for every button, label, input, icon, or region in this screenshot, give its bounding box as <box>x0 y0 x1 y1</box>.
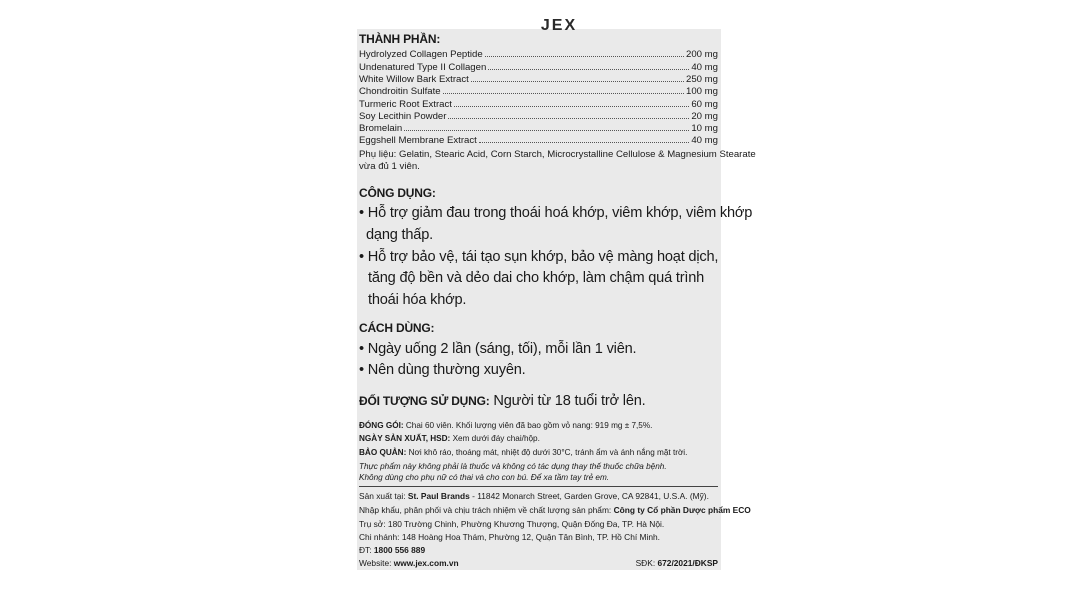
uses-line-3: • Hỗ trợ bảo vệ, tái tạo sụn khớp, bảo vệ màng hoạt dịch, <box>359 249 719 265</box>
usage-line-1: • Ngày uống 2 lần (sáng, tối), mỗi lần 1 viên. <box>359 341 637 357</box>
product-label <box>357 17 756 570</box>
excipients-line-1: Phụ liệu: Gelatin, Stearic Acid, Corn Starch, Microcrystalline Cellulose & Magnesium Stearate <box>359 149 756 160</box>
warning-line-2: Không dùng cho phụ nữ có thai và cho con bú. Để xa tầm tay trẻ em. <box>359 473 610 482</box>
excipients-line-2: vừa đủ 1 viên. <box>359 161 420 172</box>
importer-line <box>359 505 751 515</box>
ingredient-name: White Willow Bark Extract <box>359 73 469 85</box>
divider <box>359 486 718 487</box>
ingredient-amount: 100 mg <box>686 86 718 98</box>
target-heading: ĐỐI TƯỢNG SỬ DỤNG: <box>359 394 490 408</box>
brand-logo-cut: JEX <box>540 17 578 34</box>
ingredient-amount: 10 mg <box>691 123 718 135</box>
website-prefix: Website: <box>359 558 394 568</box>
ingredient-row <box>359 97 718 109</box>
packaging-row <box>359 421 718 430</box>
importer-prefix: Nhập khẩu, phân phối và chịu trách nhiệm về chất lượng sản phẩm: <box>359 505 614 515</box>
ingredient-amount: 40 mg <box>691 61 718 73</box>
storage-label: BẢO QUẢN: <box>359 448 407 457</box>
ingredient-row <box>359 73 718 85</box>
manufacturer-name: St. Paul Brands <box>407 491 470 501</box>
leader-dots <box>404 129 689 131</box>
target-row <box>359 392 718 410</box>
phone-number: 1800 556 889 <box>373 545 426 555</box>
packaging-label: ĐÓNG GÓI: <box>359 421 404 430</box>
ingredient-name: Soy Lecithin Powder <box>359 110 447 122</box>
dates-row <box>359 434 718 443</box>
ingredient-amount: 60 mg <box>691 98 718 110</box>
hq-line: Trụ sở: 180 Trường Chinh, Phường Khương Thượng, Quận Đống Đa, TP. Hà Nội. <box>359 519 665 529</box>
uses-line-2: dạng thấp. <box>366 227 433 243</box>
phone-prefix: ĐT: <box>359 545 374 555</box>
ingredient-row <box>359 122 718 134</box>
ingredient-row <box>359 48 718 60</box>
ingredient-name: Hydrolyzed Collagen Peptide <box>359 49 483 61</box>
uses-line-4: tăng độ bền và dẻo dai cho khớp, làm chậm quá trình <box>368 270 705 286</box>
leader-dots <box>485 55 684 57</box>
registration-prefix: SĐK: <box>635 558 658 568</box>
ingredient-name: Eggshell Membrane Extract <box>359 135 477 147</box>
leader-dots <box>479 141 689 143</box>
ingredient-amount: 40 mg <box>691 135 718 147</box>
ingredient-row <box>359 110 718 122</box>
storage-row <box>359 448 718 457</box>
target-text: Người từ 18 tuổi trở lên. <box>489 393 646 409</box>
ingredient-row <box>359 85 718 97</box>
website-link[interactable]: www.jex.com.vn <box>393 558 459 568</box>
ingredient-name: Chondroitin Sulfate <box>359 86 441 98</box>
ingredient-name: Undenatured Type II Collagen <box>359 61 487 73</box>
registration-code: 672/2021/ĐKSP <box>657 558 718 568</box>
dates-text: Xem dưới đáy chai/hộp. <box>450 434 540 443</box>
storage-text: Nơi khô ráo, thoáng mát, nhiệt độ dưới 30°C, tránh ẩm và ánh nắng mặt trời. <box>406 448 688 457</box>
importer-name: Công ty Cổ phần Dược phẩm ECO <box>613 505 751 515</box>
registration-number <box>636 558 718 568</box>
uses-line-5: thoái hóa khớp. <box>368 292 467 308</box>
uses-heading: CÔNG DỤNG: <box>359 186 436 200</box>
manufacturer-address: - 11842 Monarch Street, Garden Grove, CA 92841, U.S.A. (Mỹ). <box>469 491 709 501</box>
leader-dots <box>448 117 689 119</box>
manufacturer-prefix: Sản xuất tại: <box>359 491 408 501</box>
leader-dots <box>488 68 689 70</box>
uses-line-1: • Hỗ trợ giảm đau trong thoái hoá khớp, viêm khớp, viêm khớp <box>359 205 753 221</box>
packaging-text: Chai 60 viên. Khối lượng viên đã bao gồm vỏ nang: 919 mg ± 7,5%. <box>403 421 653 430</box>
ingredient-name: Turmeric Root Extract <box>359 98 452 110</box>
phone-line <box>359 545 718 555</box>
leader-dots <box>443 92 684 94</box>
manufacturer-line <box>359 491 718 501</box>
ingredient-row <box>359 134 718 146</box>
ingredient-amount: 200 mg <box>686 49 718 61</box>
ingredient-amount: 250 mg <box>686 73 718 85</box>
ingredient-row <box>359 60 718 72</box>
branch-line: Chi nhánh: 148 Hoàng Hoa Thám, Phường 12, Quận Tân Bình, TP. Hồ Chí Minh. <box>359 532 660 542</box>
dates-label: NGÀY SẢN XUẤT, HSD: <box>359 434 451 443</box>
ingredients-heading: THÀNH PHẦN: <box>359 32 441 46</box>
ingredient-amount: 20 mg <box>691 110 718 122</box>
usage-line-2: • Nên dùng thường xuyên. <box>359 362 526 378</box>
ingredient-name: Bromelain <box>359 123 403 135</box>
usage-heading: CÁCH DÙNG: <box>359 321 435 335</box>
leader-dots <box>471 80 684 82</box>
leader-dots <box>454 105 689 107</box>
warning-line-1: Thực phẩm này không phải là thuốc và không có tác dụng thay thế thuốc chữa bệnh. <box>359 462 667 471</box>
